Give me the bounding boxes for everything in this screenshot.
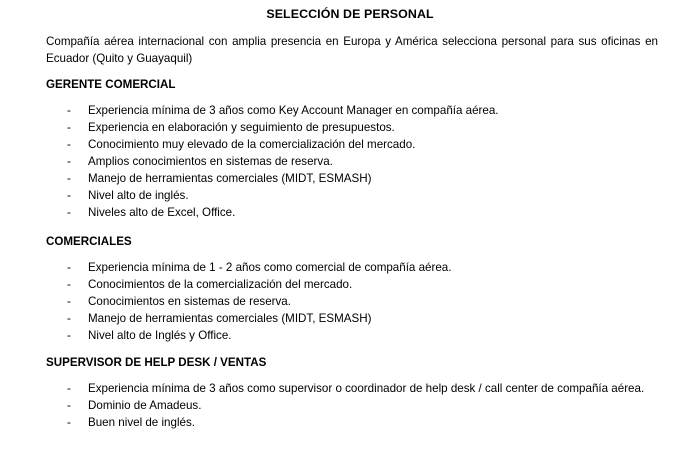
list-item-text: Experiencia mínima de 3 años como supervisor o coordinador de help desk / call center de compañía aérea. bbox=[88, 382, 645, 395]
list-item-text: Experiencia mínima de 1 - 2 años como comercial de compañía aérea. bbox=[88, 261, 452, 274]
list-item-text: Conocimientos en sistemas de reserva. bbox=[88, 295, 291, 308]
bullet-dash: - bbox=[67, 295, 71, 308]
list-item bbox=[46, 327, 658, 344]
list-item-text: Manejo de herramientas comerciales (MIDT, ESMASH) bbox=[88, 312, 372, 325]
bullet-dash: - bbox=[67, 382, 71, 395]
bullet-list-gerente-comercial bbox=[46, 102, 658, 221]
list-item-text: Experiencia en elaboración y seguimiento de presupuestos. bbox=[88, 121, 395, 134]
list-item bbox=[46, 170, 658, 187]
list-item-text: Buen nivel de inglés. bbox=[88, 416, 195, 429]
bullet-dash: - bbox=[67, 312, 71, 325]
list-item bbox=[46, 276, 658, 293]
bullet-list-comerciales bbox=[46, 259, 658, 344]
bullet-dash: - bbox=[67, 172, 71, 185]
list-item bbox=[46, 102, 658, 119]
section-heading-gerente-comercial: GERENTE COMERCIAL bbox=[46, 78, 176, 91]
list-item bbox=[46, 187, 658, 204]
list-item bbox=[46, 380, 658, 397]
list-item-text: Nivel alto de Inglés y Office. bbox=[88, 329, 232, 342]
list-item-text: Amplios conocimientos en sistemas de reserva. bbox=[88, 155, 333, 168]
list-item bbox=[46, 119, 658, 136]
list-item-text: Experiencia mínima de 3 años como Key Account Manager en compañía aérea. bbox=[88, 104, 499, 117]
list-item-text: Dominio de Amadeus. bbox=[88, 399, 202, 412]
bullet-dash: - bbox=[67, 278, 71, 291]
section-heading-supervisor-help-desk: SUPERVISOR DE HELP DESK / VENTAS bbox=[46, 356, 267, 369]
bullet-list-supervisor-help-desk bbox=[46, 380, 658, 431]
list-item bbox=[46, 153, 658, 170]
bullet-dash: - bbox=[67, 121, 71, 134]
list-item bbox=[46, 293, 658, 310]
list-item-text: Conocimiento muy elevado de la comercialización del mercado. bbox=[88, 138, 416, 151]
bullet-dash: - bbox=[67, 206, 71, 219]
bullet-dash: - bbox=[67, 189, 71, 202]
page-title: SELECCIÓN DE PERSONAL bbox=[266, 7, 434, 21]
bullet-dash: - bbox=[67, 399, 71, 412]
bullet-dash: - bbox=[67, 416, 71, 429]
section-heading-comerciales: COMERCIALES bbox=[46, 235, 132, 248]
list-item bbox=[46, 259, 658, 276]
list-item-text: Conocimientos de la comercialización del mercado. bbox=[88, 278, 353, 291]
list-item-text: Niveles alto de Excel, Office. bbox=[88, 206, 236, 219]
list-item bbox=[46, 414, 658, 431]
list-item bbox=[46, 204, 658, 221]
bullet-dash: - bbox=[67, 138, 71, 151]
bullet-dash: - bbox=[67, 329, 71, 342]
list-item bbox=[46, 136, 658, 153]
list-item bbox=[46, 397, 658, 414]
list-item bbox=[46, 310, 658, 327]
list-item-text: Nivel alto de inglés. bbox=[88, 189, 189, 202]
bullet-dash: - bbox=[67, 155, 71, 168]
bullet-dash: - bbox=[67, 104, 71, 117]
bullet-dash: - bbox=[67, 261, 71, 274]
intro-paragraph: Compañía aérea internacional con amplia presencia en Europa y América selecciona personal para sus oficinas en Ecuador (Quito y Guayaquil) bbox=[46, 35, 658, 65]
list-item-text: Manejo de herramientas comerciales (MIDT, ESMASH) bbox=[88, 172, 372, 185]
